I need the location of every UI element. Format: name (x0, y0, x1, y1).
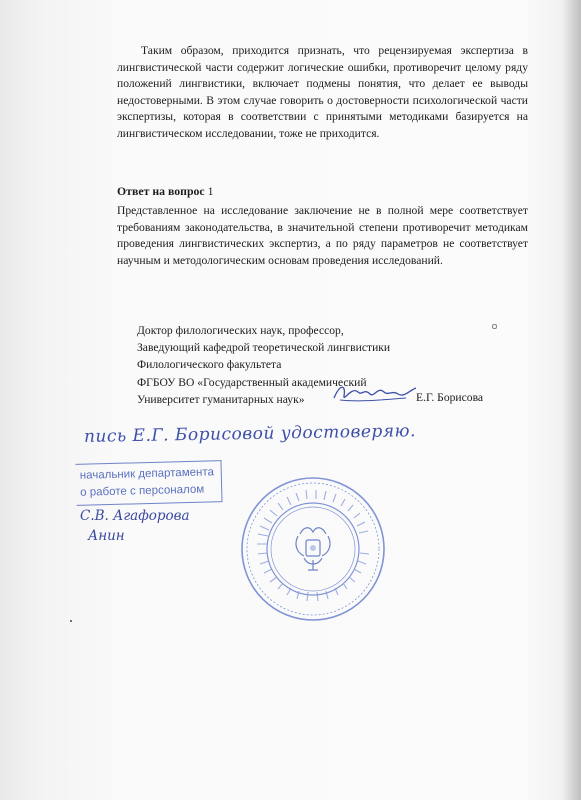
conclusion-paragraph: Таким образом, приходится признать, что рецензируемая экспертиза в лингвистической части содержит логические ошибки, противоречит целому ряду положений лингвистики, включает подмены понятия, что делает ее выводы недостоверными. В этом случае говорить о достоверности психологической части экспертизы, которая в соответствии с принятыми методиками базируется на лингвистическом исследовании, тоже не приходится. (117, 44, 528, 140)
scan-speck (70, 620, 72, 622)
signer-position: Заведующий кафедрой теоретической лингвистики (137, 341, 391, 355)
answer-heading-number: 1 (207, 184, 214, 198)
handwritten-signature (330, 378, 420, 413)
signer-name: Е.Г. Борисова (416, 391, 484, 404)
signer-university: Университет гуманитарных наук» (137, 392, 305, 406)
certification-handwriting: пись Е.Г. Борисовой удостоверяю. (83, 421, 417, 447)
university-seal (238, 474, 388, 629)
signer-degree: Доктор филологических наук, профессор, (137, 324, 344, 337)
hr-department-stamp (75, 460, 222, 506)
signer-institution: ФГБОУ ВО «Государственный академический (137, 375, 367, 389)
signer-faculty: Филологического факультета (137, 358, 282, 372)
hr-signatory-handwriting (80, 506, 190, 546)
hr-signatory-name: С.В. Агафорова (80, 508, 190, 524)
hr-signatory-signature: Анин (88, 528, 125, 544)
answer-heading-label: Ответ на вопрос (117, 184, 205, 198)
stamp-line-2: о работе с персоналом (80, 483, 205, 499)
scan-mark (492, 324, 497, 329)
answer-paragraph: Представленное на исследование заключение не в полной мере соответствует требованиям законодательства, в значительной степени противоречит методикам проведения лингвистических экспертиз, а по ряду параметров не соответствует научным и методологическим основам проведения исследований. (117, 204, 528, 267)
stamp-line-1: начальник департамента (79, 466, 215, 482)
answer-heading (117, 184, 214, 199)
